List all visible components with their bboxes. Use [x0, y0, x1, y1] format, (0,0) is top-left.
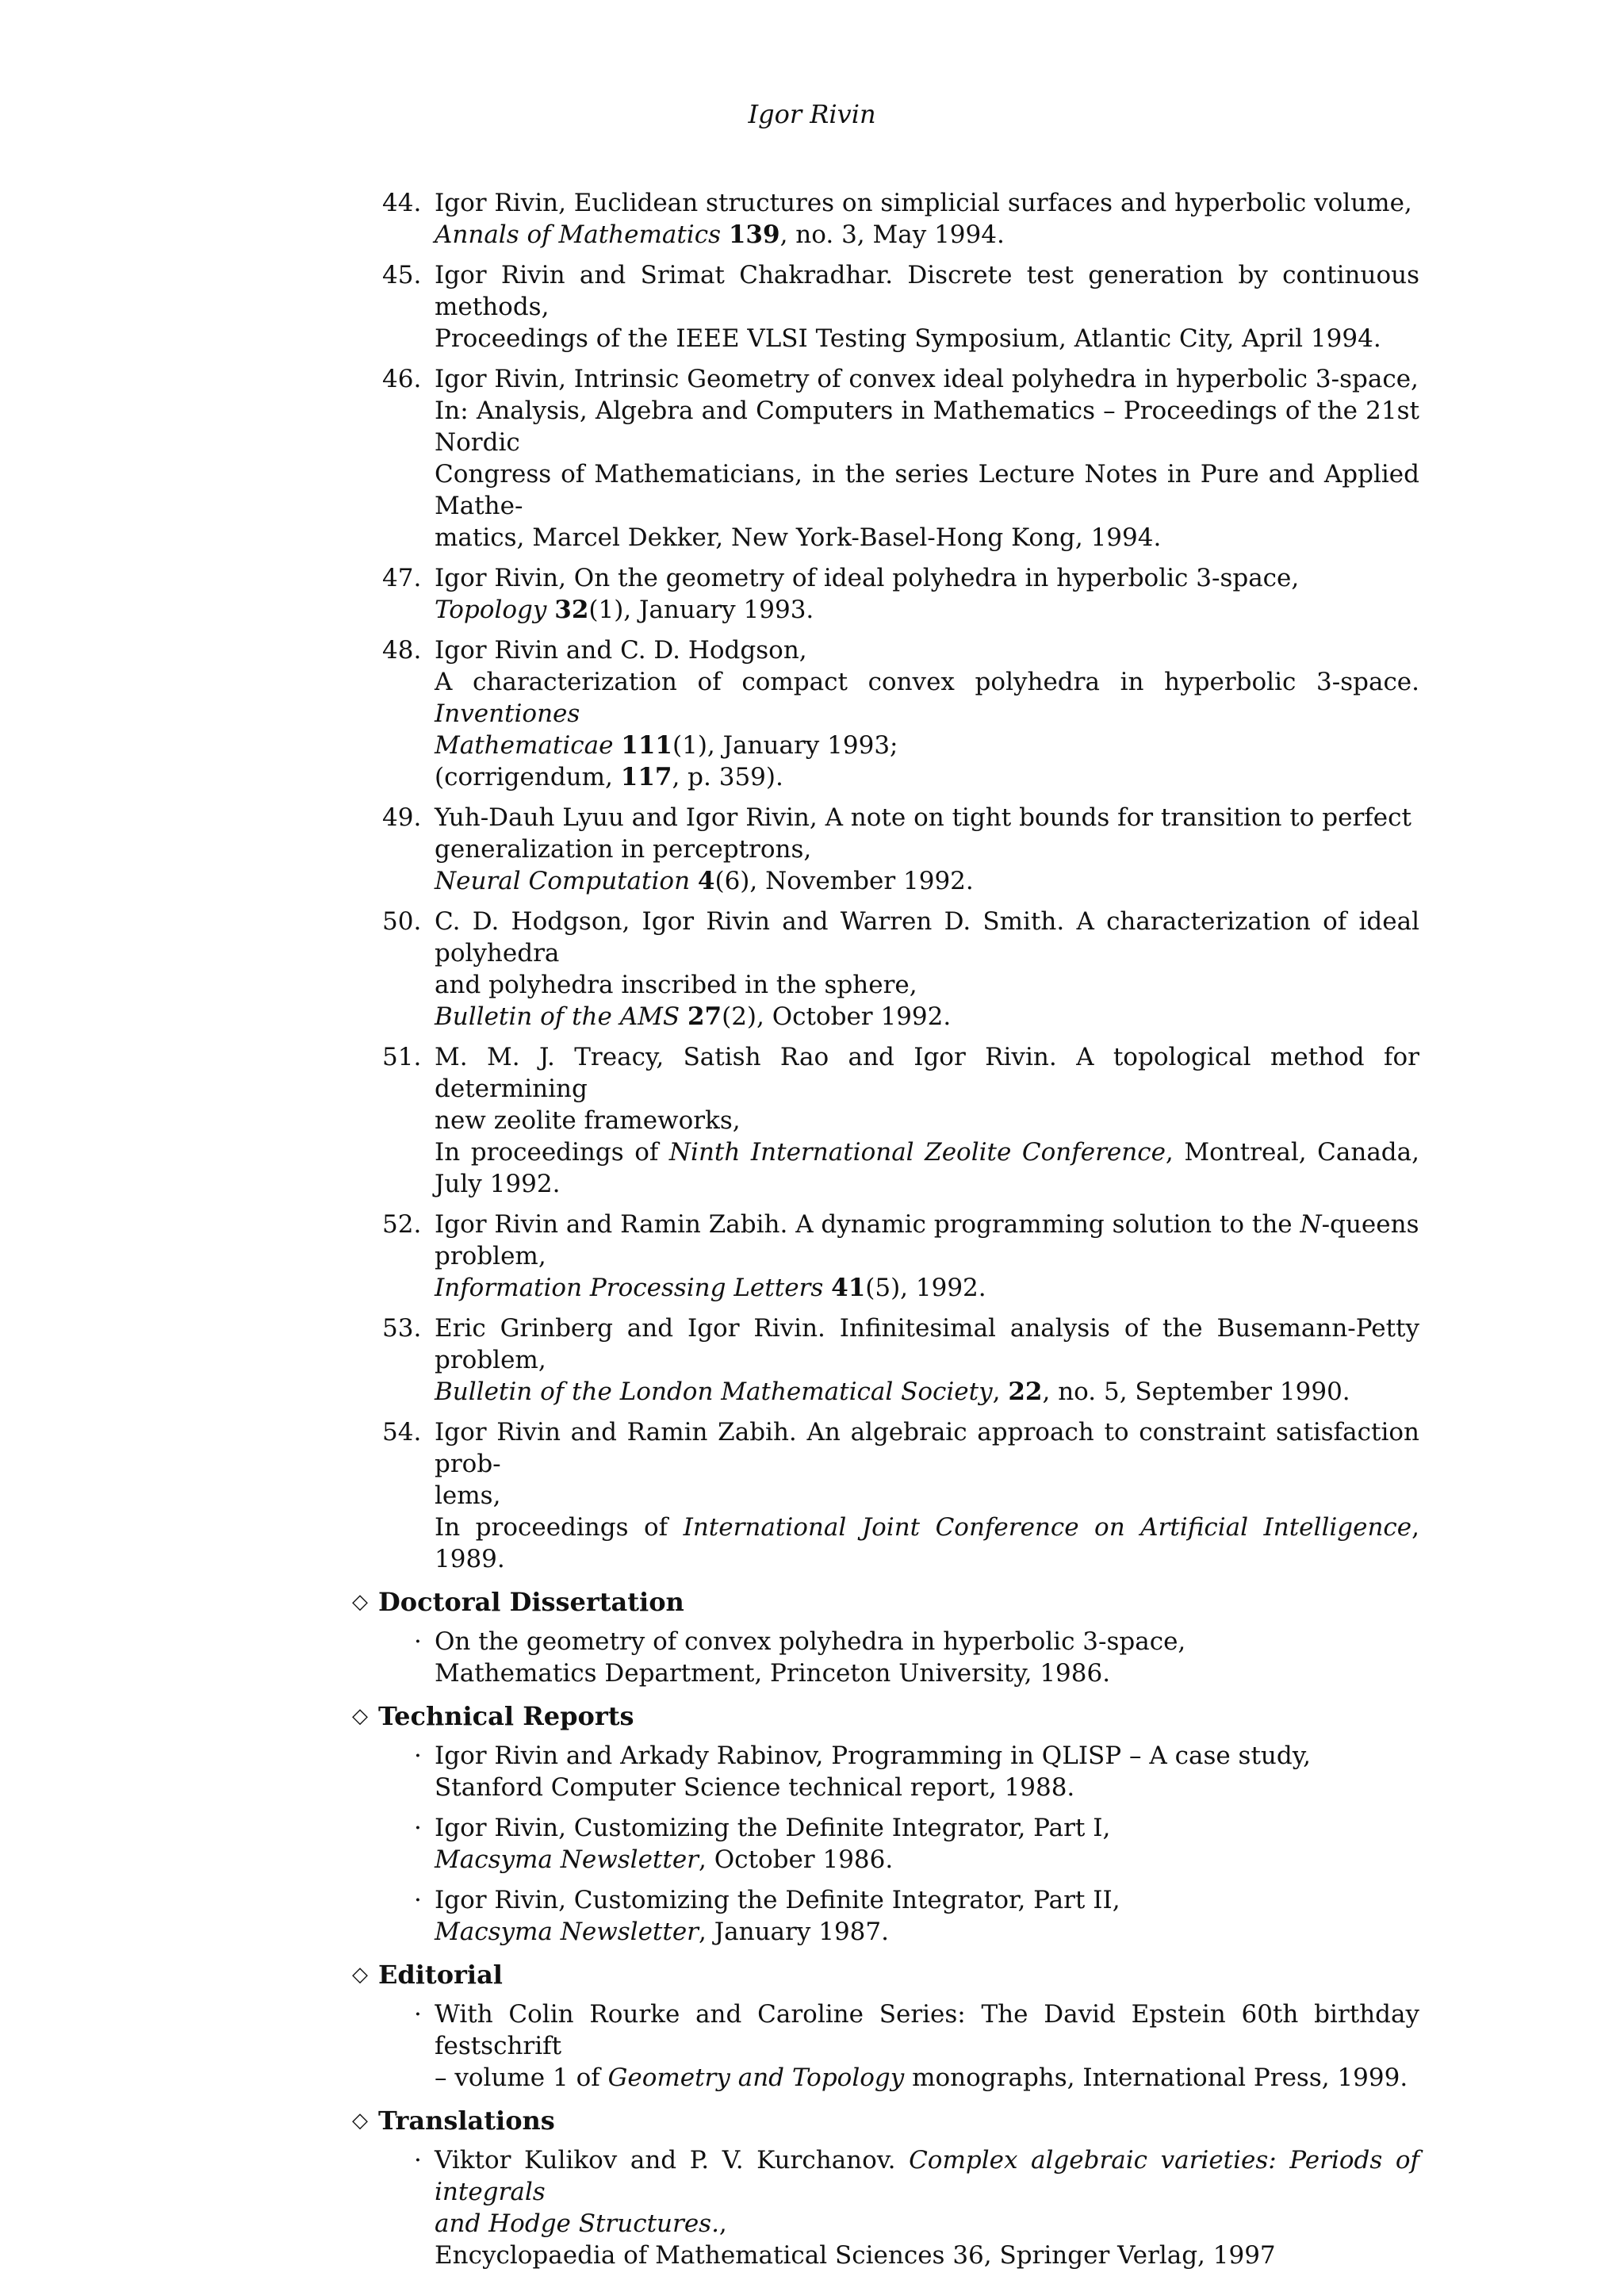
bold-text: 41 [831, 1274, 866, 1302]
text-segment: new zeolite frameworks, [435, 1106, 741, 1135]
entry-bullet: · [414, 1886, 422, 1914]
section-heading [341, 1959, 1419, 1991]
text-segment: , [992, 1378, 1009, 1406]
text-segment: Eric Grinberg and Igor Rivin. Infinitesimal analysis of the Busemann-Petty problem, [435, 1314, 1419, 1374]
publication-item [341, 906, 1419, 1033]
text-line [435, 730, 1419, 761]
text-line [435, 1416, 1419, 1480]
text-segment: and polyhedra inscribed in the sphere, [435, 971, 917, 999]
italic-text: Geometry and Topology [607, 2063, 905, 2092]
italic-text: Bulletin of the London Mathematical Society [435, 1378, 993, 1406]
text-segment [613, 731, 621, 760]
publication-item [341, 802, 1419, 897]
text-segment: , no. 5, September 1990. [1042, 1378, 1350, 1406]
running-header: Igor Rivin [748, 99, 876, 129]
publication-item [341, 187, 1419, 251]
text-segment: Igor Rivin, Customizing the Definite Integrator, Part I, [435, 1814, 1111, 1842]
text-segment: monographs, International Press, 1999. [904, 2063, 1408, 2092]
text-segment: With Colin Rourke and Caroline Series: The David Epstein 60th birthday festschrift [435, 2000, 1419, 2060]
section-title: Technical Reports [378, 1701, 634, 1731]
entry-bullet: · [414, 2000, 422, 2029]
text-segment: , [718, 2209, 727, 2238]
text-segment [823, 1274, 831, 1302]
text-line [435, 187, 1419, 219]
text-line [435, 2144, 1419, 2208]
text-line [435, 1916, 1419, 1948]
text-segment: (2), October 1992. [722, 1002, 952, 1031]
text-line [435, 1209, 1419, 1240]
text-line [435, 1480, 1419, 1512]
text-segment: In: Analysis, Algebra and Computers in Mathematics – Proceedings of the 21st Nordic [435, 397, 1419, 457]
text-segment: Igor Rivin and Ramin Zabih. A dynamic programming solution to the [435, 1210, 1300, 1239]
cv-content [341, 187, 1419, 2280]
text-segment: Viktor Kulikov and P. V. Kurchanov. [435, 2146, 910, 2175]
publication-number: 46. [382, 365, 422, 393]
italic-text: and Hodge Structures. [435, 2209, 719, 2238]
section-entry [341, 2144, 1419, 2271]
diamond-bullet-icon: ◇ [352, 1704, 368, 1728]
cv-sections [341, 1586, 1419, 2271]
text-line [435, 1105, 1419, 1136]
text-line [435, 833, 1419, 865]
text-segment: matics, Marcel Dekker, New York-Basel-Hong Kong, 1994. [435, 523, 1162, 552]
italic-text: Neural Computation [435, 867, 691, 895]
publication-list [341, 187, 1419, 1575]
text-segment: (6), November 1992. [714, 867, 974, 895]
section-heading [341, 1700, 1419, 1732]
text-line [435, 1136, 1419, 1200]
italic-text: Annals of Mathematics [435, 220, 721, 249]
text-line [435, 1512, 1419, 1575]
section-entry [341, 1998, 1419, 2094]
publication-item [341, 562, 1419, 626]
text-segment: (1), January 1993. [588, 596, 814, 624]
italic-text: International Joint Conference on Artificial Intelligence [683, 1513, 1412, 1542]
publication-number: 45. [382, 261, 422, 289]
text-segment: , Montreal, Canada, July 1992. [435, 1138, 1419, 1198]
text-line [435, 1240, 1419, 1272]
italic-text: Mathematicae [435, 731, 614, 760]
text-segment: Congress of Mathematicians, in the series Lecture Notes in Pure and Applied Mathe- [435, 460, 1419, 520]
text-line [435, 1312, 1419, 1376]
text-line [435, 219, 1419, 251]
entry-bullet: · [414, 1742, 422, 1770]
text-segment: , no. 3, May 1994. [779, 220, 1005, 249]
entry-bullet: · [414, 1627, 422, 1656]
text-segment: – volume 1 of [435, 2063, 608, 2092]
text-segment: , October 1986. [699, 1845, 894, 1874]
publication-number: 50. [382, 907, 422, 936]
text-segment: Igor Rivin, Intrinsic Geometry of convex ideal polyhedra in hyperbolic 3-space, [435, 365, 1419, 393]
text-line [435, 1376, 1419, 1408]
text-line [435, 1740, 1419, 1772]
italic-text: Topology [435, 596, 547, 624]
publication-item [341, 1209, 1419, 1304]
section-entry [341, 1740, 1419, 1803]
text-segment: , January 1987. [699, 1918, 889, 1946]
text-segment [680, 1002, 688, 1031]
text-segment: Igor Rivin and Arkady Rabinov, Programming in QLISP – A case study, [435, 1742, 1311, 1770]
text-segment: Mathematics Department, Princeton University, 1986. [435, 1659, 1111, 1688]
italic-text: Macsyma Newsletter [435, 1845, 699, 1874]
text-segment: Stanford Computer Science technical report, 1988. [435, 1773, 1075, 1802]
text-segment: Igor Rivin and Ramin Zabih. An algebraic approach to constraint satisfaction prob- [435, 1418, 1419, 1478]
section-entry [341, 1812, 1419, 1876]
text-segment: In proceedings of [435, 1138, 669, 1167]
section-title: Editorial [378, 1960, 503, 1990]
text-line [435, 969, 1419, 1001]
text-line [435, 323, 1419, 354]
text-segment: Igor Rivin, On the geometry of ideal polyhedra in hyperbolic 3-space, [435, 564, 1300, 592]
diamond-bullet-icon: ◇ [352, 2109, 368, 2132]
bold-text: 32 [554, 596, 589, 624]
bold-text: 22 [1008, 1378, 1043, 1406]
section-title: Translations [378, 2106, 555, 2136]
publication-item [341, 634, 1419, 793]
text-line [435, 1041, 1419, 1105]
text-line [435, 458, 1419, 522]
text-line [435, 2240, 1419, 2271]
bold-text: 139 [728, 220, 780, 249]
text-segment: (1), January 1993; [672, 731, 898, 760]
publication-number: 52. [382, 1210, 422, 1239]
publication-number: 53. [382, 1314, 422, 1343]
entry-bullet: · [414, 2146, 422, 2175]
text-segment: Igor Rivin and C. D. Hodgson, [435, 636, 807, 665]
text-segment: Yuh-Dauh Lyuu and Igor Rivin, A note on tight bounds for transition to perfect [435, 803, 1411, 832]
italic-text: N [1300, 1210, 1322, 1239]
italic-text: Macsyma Newsletter [435, 1918, 699, 1946]
text-segment [546, 596, 554, 624]
text-line [435, 1001, 1419, 1033]
text-segment: , 1989. [435, 1513, 1419, 1573]
bold-text: 117 [620, 763, 672, 791]
text-line [435, 562, 1419, 594]
text-line [435, 802, 1419, 833]
text-segment: lems, [435, 1481, 501, 1510]
text-line [435, 1657, 1419, 1689]
publication-number: 44. [382, 189, 422, 217]
text-line [435, 1884, 1419, 1916]
text-line [435, 522, 1419, 554]
italic-text: Information Processing Letters [435, 1274, 824, 1302]
text-line [435, 2062, 1419, 2094]
bold-text: 27 [687, 1002, 722, 1031]
diamond-bullet-icon: ◇ [352, 1963, 368, 1987]
text-line [435, 666, 1419, 730]
text-segment: problem, [435, 1242, 546, 1270]
text-line [435, 906, 1419, 969]
text-segment: Igor Rivin, Customizing the Definite Integrator, Part II, [435, 1886, 1120, 1914]
text-segment: Igor Rivin and Srimat Chakradhar. Discrete test generation by continuous methods, [435, 261, 1419, 321]
publication-item [341, 1041, 1419, 1200]
publication-number: 48. [382, 636, 422, 665]
text-segment: C. D. Hodgson, Igor Rivin and Warren D. Smith. A characterization of ideal polyhedra [435, 907, 1419, 968]
section-heading [341, 1586, 1419, 1618]
text-line [435, 1998, 1419, 2062]
text-line [435, 363, 1419, 395]
text-segment: Encyclopaedia of Mathematical Sciences 36, Springer Verlag, 1997 [435, 2241, 1276, 2270]
text-line [435, 395, 1419, 458]
italic-text: Ninth International Zeolite Conference [668, 1138, 1166, 1167]
italic-text: Complex algebraic varieties: Periods of integrals [435, 2146, 1419, 2206]
italic-text: Bulletin of the AMS [435, 1002, 680, 1031]
diamond-bullet-icon: ◇ [352, 1590, 368, 1614]
publication-number: 54. [382, 1418, 422, 1447]
publication-item [341, 1312, 1419, 1408]
publication-number: 47. [382, 564, 422, 592]
text-segment: (5), 1992. [865, 1274, 986, 1302]
section-entry [341, 1884, 1419, 1948]
text-segment: -queens [1321, 1210, 1419, 1239]
entry-bullet: · [414, 1814, 422, 1842]
text-line [435, 634, 1419, 666]
text-line [435, 259, 1419, 323]
text-line [435, 865, 1419, 897]
text-segment: (corrigendum, [435, 763, 621, 791]
text-segment: generalization in perceptrons, [435, 835, 812, 864]
publication-item [341, 1416, 1419, 1575]
text-line [435, 1272, 1419, 1304]
text-segment: Proceedings of the IEEE VLSI Testing Symposium, Atlantic City, April 1994. [435, 324, 1381, 353]
bold-text: 4 [697, 867, 715, 895]
text-line [435, 1844, 1419, 1876]
text-line [435, 761, 1419, 793]
publication-number: 49. [382, 803, 422, 832]
text-segment [690, 867, 698, 895]
text-segment: On the geometry of convex polyhedra in hyperbolic 3-space, [435, 1627, 1186, 1656]
section-heading [341, 2105, 1419, 2136]
text-segment: , p. 359). [672, 763, 783, 791]
text-segment: M. M. J. Treacy, Satish Rao and Igor Rivin. A topological method for determining [435, 1043, 1419, 1103]
text-line [435, 1626, 1419, 1657]
text-segment: Igor Rivin, Euclidean structures on simplicial surfaces and hyperbolic volume, [435, 189, 1412, 217]
text-line [435, 1812, 1419, 1844]
text-line [435, 2208, 1419, 2240]
publication-item [341, 259, 1419, 354]
bold-text: 111 [621, 731, 673, 760]
italic-text: Inventiones [435, 699, 580, 728]
text-segment: In proceedings of [435, 1513, 684, 1542]
publication-number: 51. [382, 1043, 422, 1071]
text-line [435, 1772, 1419, 1803]
section-entry [341, 1626, 1419, 1689]
text-segment: A characterization of compact convex polyhedra in hyperbolic 3-space. [435, 668, 1419, 696]
text-line [435, 594, 1419, 626]
section-title: Doctoral Dissertation [378, 1587, 684, 1617]
publication-item [341, 363, 1419, 554]
text-segment [721, 220, 729, 249]
